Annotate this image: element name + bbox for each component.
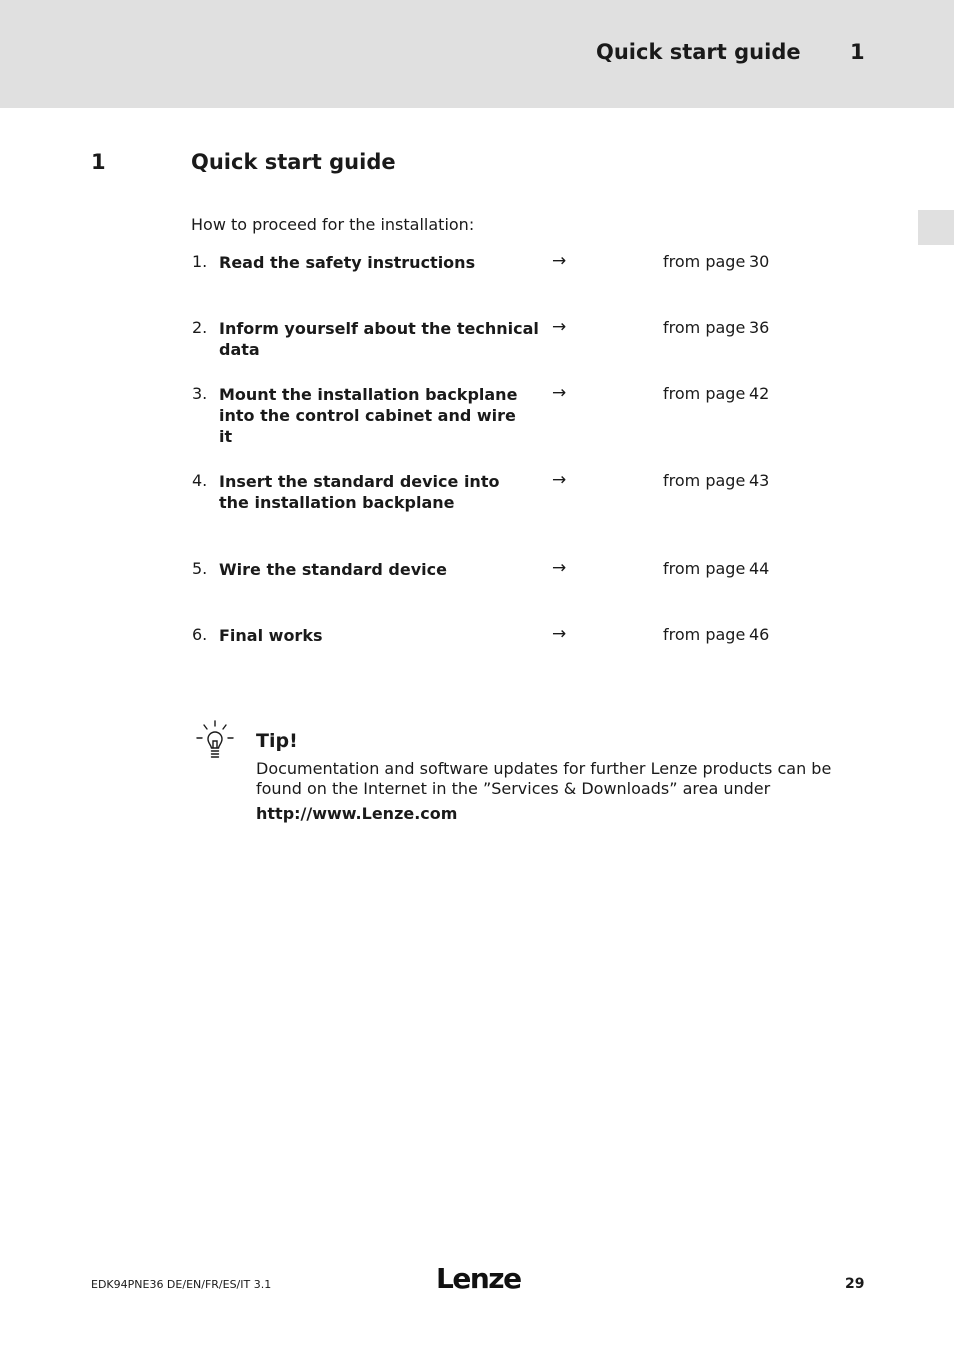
arrow-right-icon: → <box>552 624 567 644</box>
arrow-right-icon: → <box>552 558 567 578</box>
step-text: Inform yourself about the technical data <box>219 319 539 359</box>
from-page-label: from page <box>663 318 746 337</box>
arrow-right-icon: → <box>552 383 567 403</box>
header-chapter-number: 1 <box>850 40 865 64</box>
from-page-label: from page <box>663 384 746 403</box>
document-code: EDK94PNE36 DE/EN/FR/ES/IT 3.1 <box>91 1278 272 1291</box>
arrow-right-icon: → <box>552 317 567 337</box>
step-text: Insert the standard device into the installation backplane <box>219 472 500 512</box>
tip-body: Documentation and software updates for further Lenze products can be found on the Internet in the ”Services & Downloads” area under <box>256 759 832 798</box>
page-reference: 30 <box>749 252 770 271</box>
page-reference: 44 <box>749 559 770 578</box>
page-number: 29 <box>845 1276 865 1292</box>
section-number: 1 <box>91 150 106 174</box>
lightbulb-icon <box>196 720 234 760</box>
arrow-right-icon: → <box>552 470 567 490</box>
page-reference: 36 <box>749 318 770 337</box>
step-number: 6. <box>192 625 208 644</box>
header-band <box>0 0 954 108</box>
tip-title: Tip! <box>256 730 298 752</box>
page-reference: 46 <box>749 625 770 644</box>
arrow-right-icon: → <box>552 251 567 271</box>
step-text: Wire the standard device <box>219 560 447 579</box>
lenze-logo: Lenze <box>436 1262 521 1295</box>
step-number: 1. <box>192 252 208 271</box>
intro-text: How to proceed for the installation: <box>191 215 475 234</box>
page-reference: 42 <box>749 384 770 403</box>
section-title: Quick start guide <box>191 150 396 174</box>
step-text: Mount the installation backplane into the control cabinet and wire it <box>219 385 518 446</box>
step-number: 3. <box>192 384 208 403</box>
from-page-label: from page <box>663 559 746 578</box>
header-title: Quick start guide <box>596 40 801 64</box>
step-text: Read the safety instructions <box>219 253 476 272</box>
step-number: 4. <box>192 471 208 490</box>
chapter-side-tab <box>918 210 954 245</box>
step-text: Final works <box>219 626 323 645</box>
from-page-label: from page <box>663 252 746 271</box>
page-reference: 43 <box>749 471 770 490</box>
from-page-label: from page <box>663 471 746 490</box>
step-number: 5. <box>192 559 208 578</box>
from-page-label: from page <box>663 625 746 644</box>
step-number: 2. <box>192 318 208 337</box>
website-link[interactable]: http://www.Lenze.com <box>256 804 458 823</box>
